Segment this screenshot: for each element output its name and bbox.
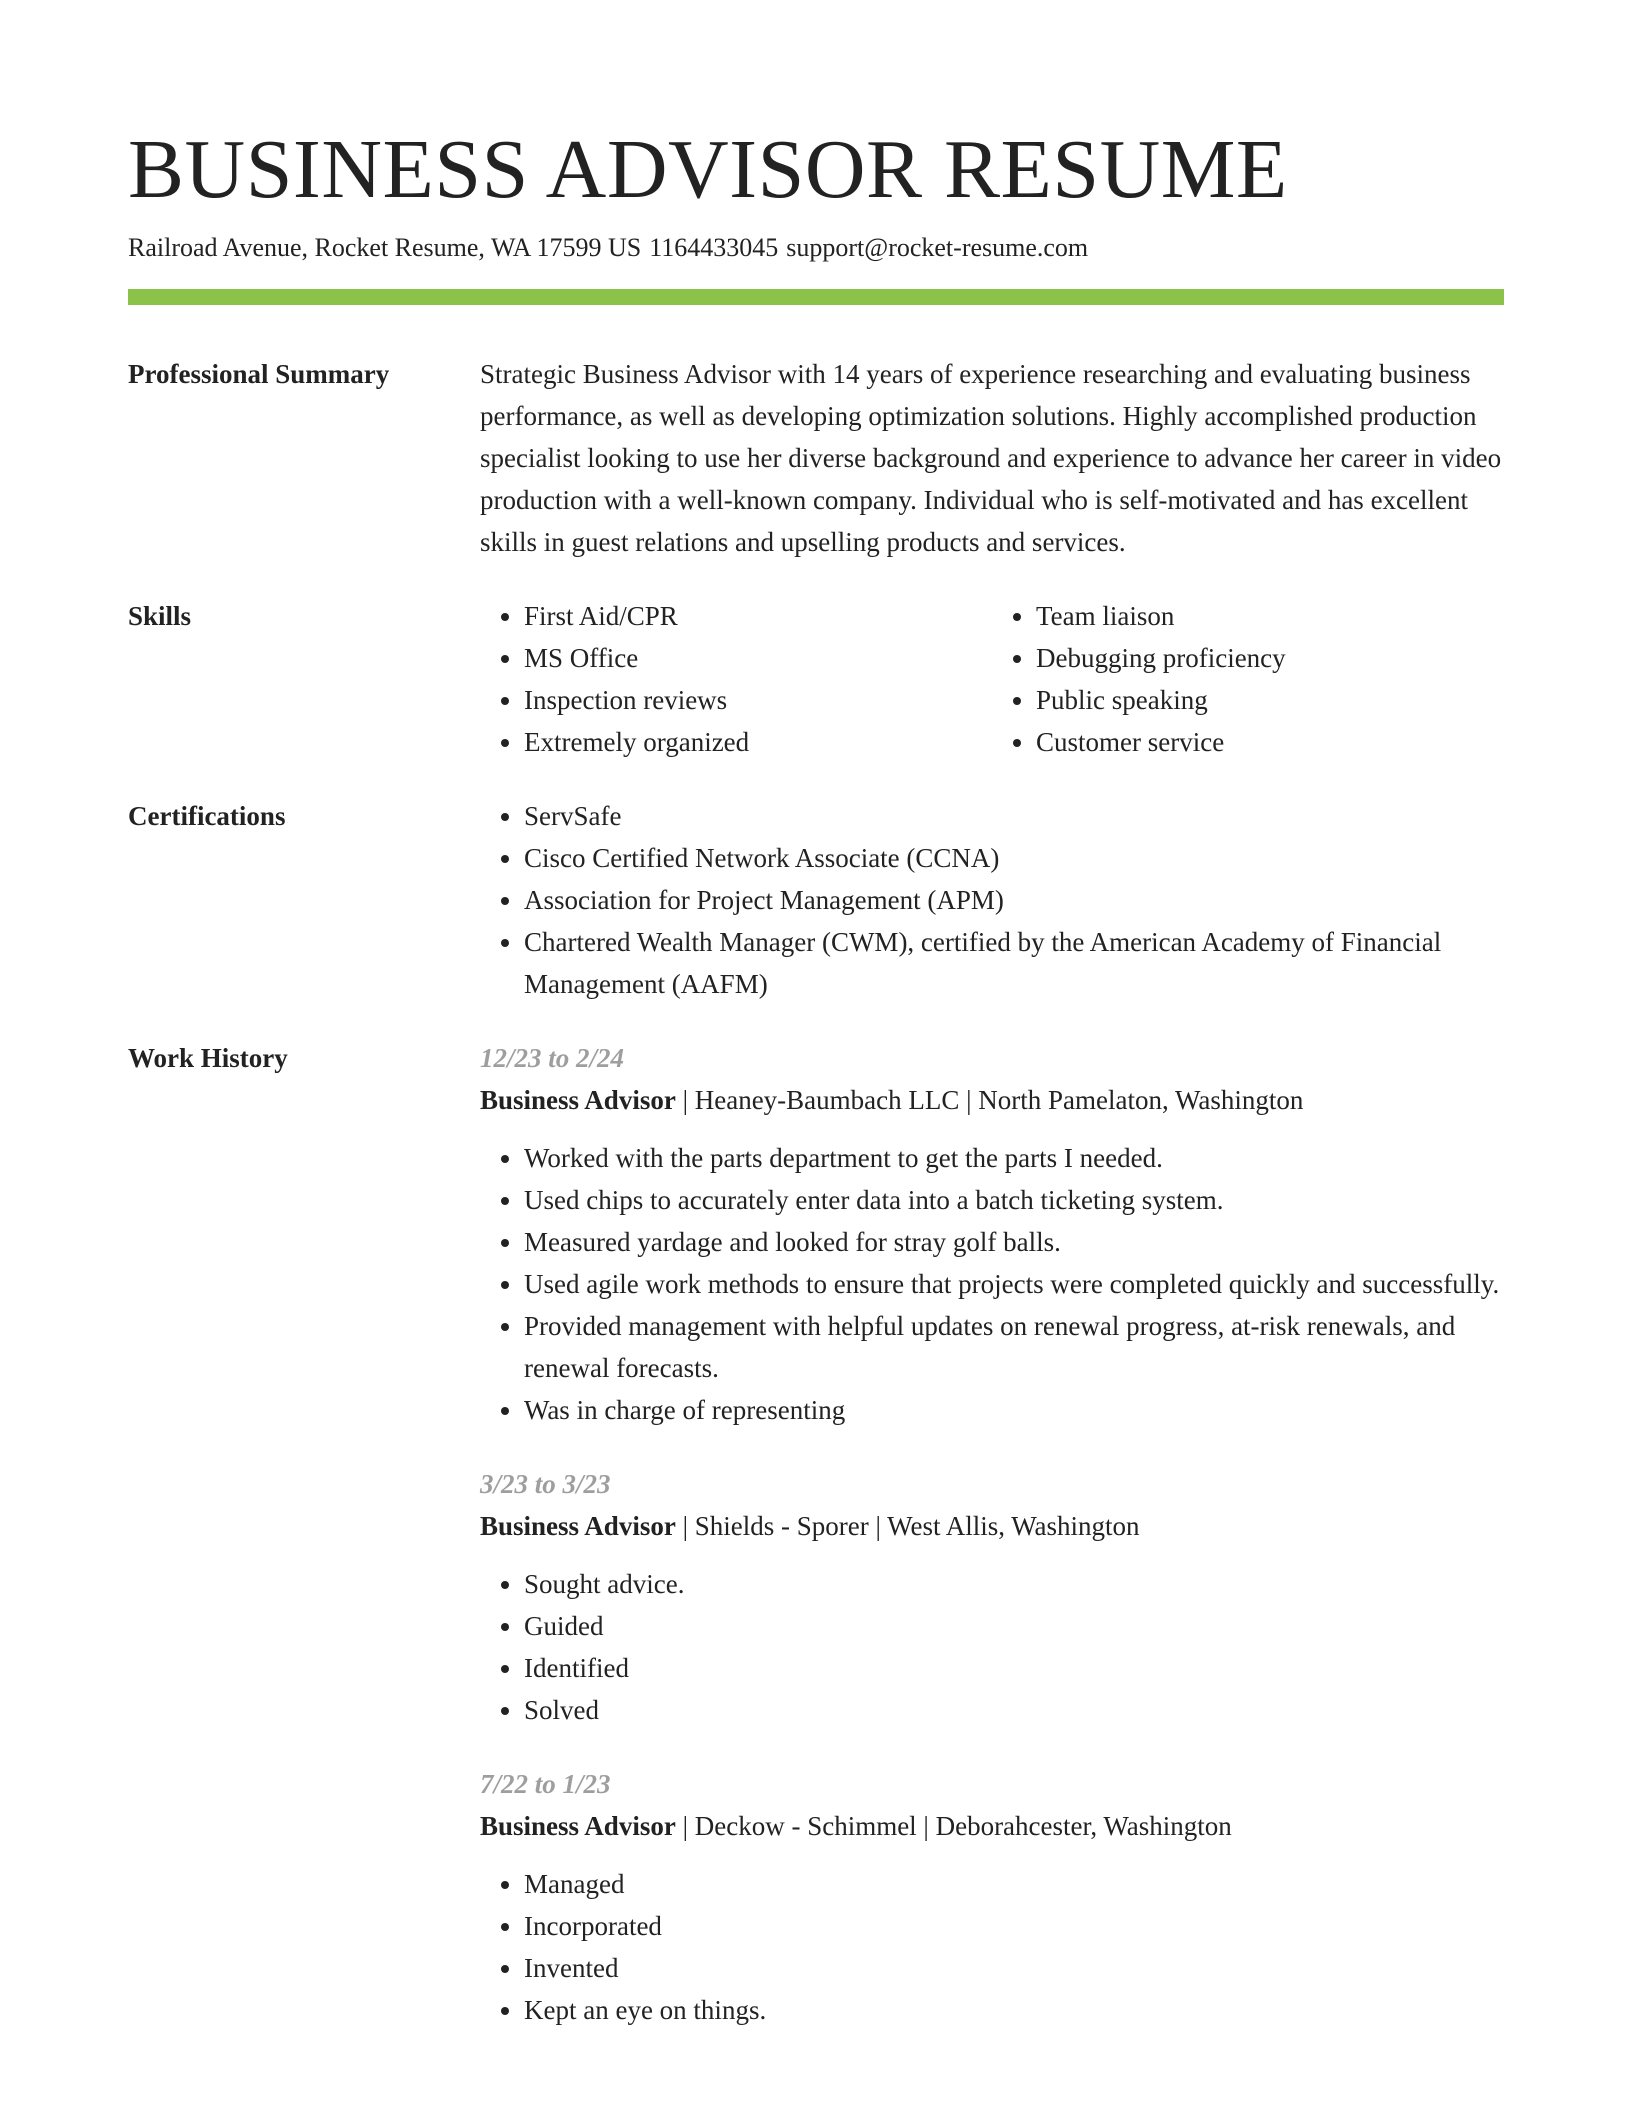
email: support@rocket-resume.com <box>786 233 1089 262</box>
certification-item: • Chartered Wealth Manager (CWM), certified by the American Academy of Financial Management (AAFM) <box>524 921 1504 1005</box>
job-entry <box>480 1463 1504 1731</box>
job-title: Business Advisor <box>480 1511 676 1541</box>
job-title-line <box>480 1805 1504 1847</box>
job-bullet: • Was in charge of representing <box>524 1389 1504 1431</box>
job-title-line <box>480 1079 1504 1121</box>
job-bullet: • Incorporated <box>524 1905 1504 1947</box>
job-title: Business Advisor <box>480 1085 676 1115</box>
resume-title: BUSINESS ADVISOR RESUME <box>128 123 1288 216</box>
skill-item: • Extremely organized <box>524 721 992 763</box>
skill-item: • MS Office <box>524 637 992 679</box>
summary-text: Strategic Business Advisor with 14 years of experience researching and evaluating business performance, as well as developing optimization solutions. Highly accomplished production specialist looking to use her diverse background and experience to advance her career in video production with a well-known company. Individual who is self-motivated and has excellent skills in guest relations and upselling products and services. <box>480 359 1502 557</box>
skill-item: • Public speaking <box>1036 679 1504 721</box>
skills-list-left <box>480 595 992 763</box>
job-entry <box>480 1037 1504 1431</box>
phone: 1164433045 <box>649 233 779 262</box>
resume-page <box>128 0 1504 2031</box>
job-bullet: • Used agile work methods to ensure that projects were completed quickly and successfully. <box>524 1263 1504 1305</box>
contact-line <box>128 232 1504 264</box>
job-bullet: • Solved <box>524 1689 1504 1731</box>
work-history-section <box>128 1037 1504 2031</box>
certification-item: • ServSafe <box>524 795 1504 837</box>
skills-heading: Skills <box>128 601 192 631</box>
certification-item: • Association for Project Management (APM) <box>524 879 1504 921</box>
job-bullets <box>480 1137 1504 1431</box>
job-bullet: • Used chips to accurately enter data into a batch ticketing system. <box>524 1179 1504 1221</box>
work-history-heading: Work History <box>128 1043 288 1073</box>
skill-item: • Debugging proficiency <box>1036 637 1504 679</box>
job-title: Business Advisor <box>480 1811 676 1841</box>
summary-heading: Professional Summary <box>128 359 390 389</box>
job-bullet: • Measured yardage and looked for stray golf balls. <box>524 1221 1504 1263</box>
job-details: | Heaney-Baumbach LLC | North Pamelaton, Washington <box>675 1085 1304 1115</box>
summary-section <box>128 353 1504 563</box>
address: Railroad Avenue, Rocket Resume, WA 17599 US <box>128 233 642 262</box>
skill-item: • Customer service <box>1036 721 1504 763</box>
job-title-line <box>480 1505 1504 1547</box>
certifications-heading: Certifications <box>128 801 286 831</box>
skills-list-right <box>992 595 1504 763</box>
job-bullet: • Provided management with helpful updates on renewal progress, at-risk renewals, and renewal forecasts. <box>524 1305 1504 1389</box>
job-bullet: • Managed <box>524 1863 1504 1905</box>
job-bullet: • Guided <box>524 1605 1504 1647</box>
certification-item: • Cisco Certified Network Associate (CCNA) <box>524 837 1504 879</box>
job-bullets <box>480 1863 1504 2031</box>
job-bullet: • Identified <box>524 1647 1504 1689</box>
certifications-section <box>128 795 1504 1005</box>
skills-columns <box>480 595 1504 763</box>
job-details: | Deckow - Schimmel | Deborahcester, Washington <box>675 1811 1232 1841</box>
job-entry <box>480 1763 1504 2031</box>
job-bullet: • Invented <box>524 1947 1504 1989</box>
certifications-list <box>480 795 1504 1005</box>
job-bullet: • Sought advice. <box>524 1563 1504 1605</box>
skill-item: • First Aid/CPR <box>524 595 992 637</box>
job-dates: 3/23 to 3/23 <box>480 1469 611 1499</box>
accent-divider <box>128 289 1504 305</box>
job-bullet: • Kept an eye on things. <box>524 1989 1504 2031</box>
job-bullets <box>480 1563 1504 1731</box>
job-dates: 7/22 to 1/23 <box>480 1769 611 1799</box>
skills-section <box>128 595 1504 763</box>
skill-item: • Team liaison <box>1036 595 1504 637</box>
job-bullet: • Worked with the parts department to get the parts I needed. <box>524 1137 1504 1179</box>
job-dates: 12/23 to 2/24 <box>480 1043 625 1073</box>
job-details: | Shields - Sporer | West Allis, Washington <box>675 1511 1140 1541</box>
skill-item: • Inspection reviews <box>524 679 992 721</box>
